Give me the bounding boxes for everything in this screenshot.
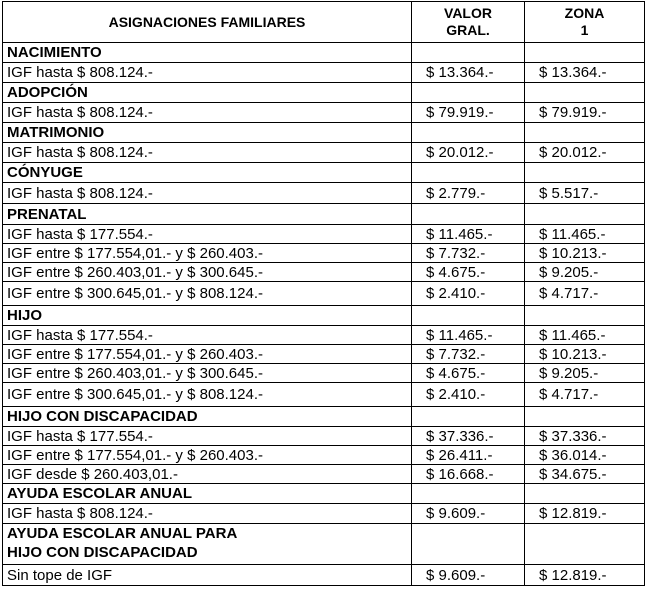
section-title: HIJO bbox=[3, 306, 412, 326]
row-label: IGF entre $ 177.554,01.- y $ 260.403.- bbox=[3, 446, 412, 465]
row-label: IGF hasta $ 808.124.- bbox=[3, 103, 412, 123]
row-zona-1: $ 12.819.- bbox=[525, 565, 645, 586]
row-label: IGF desde $ 260.403,01.- bbox=[3, 465, 412, 484]
row-valor-gral: $ 11.465.- bbox=[412, 225, 525, 244]
row-zona-1: $ 5.517.- bbox=[525, 183, 645, 204]
table-row bbox=[3, 263, 645, 282]
row-label: IGF hasta $ 808.124.- bbox=[3, 63, 412, 83]
table-row bbox=[3, 326, 645, 345]
row-zona-1: $ 79.919.- bbox=[525, 103, 645, 123]
row-label: IGF entre $ 260.403,01.- y $ 300.645.- bbox=[3, 364, 412, 383]
row-zona-1: $ 10.213.- bbox=[525, 244, 645, 263]
row-zona-1: $ 13.364.- bbox=[525, 63, 645, 83]
section-row-prenatal bbox=[3, 204, 645, 225]
row-zona-1: $ 9.205.- bbox=[525, 263, 645, 282]
row-zona-1: $ 34.675.- bbox=[525, 465, 645, 484]
section-title: MATRIMONIO bbox=[3, 123, 412, 143]
table-row bbox=[3, 244, 645, 263]
row-valor-gral: $ 2.779.- bbox=[412, 183, 525, 204]
section-row-conyuge bbox=[3, 163, 645, 183]
table-row bbox=[3, 465, 645, 484]
row-zona-1: $ 11.465.- bbox=[525, 326, 645, 345]
section-row-ayuda-escolar-anual bbox=[3, 484, 645, 504]
table-row bbox=[3, 143, 645, 163]
row-valor-gral: $ 9.609.- bbox=[412, 565, 525, 586]
row-valor-gral: $ 13.364.- bbox=[412, 63, 525, 83]
row-zona-1: $ 36.014.- bbox=[525, 446, 645, 465]
row-valor-gral: $ 9.609.- bbox=[412, 504, 525, 524]
asignaciones-table bbox=[2, 1, 645, 586]
section-title: CÓNYUGE bbox=[3, 163, 412, 183]
table-row bbox=[3, 183, 645, 204]
row-label: IGF hasta $ 177.554.- bbox=[3, 427, 412, 446]
row-valor-gral: $ 11.465.- bbox=[412, 326, 525, 345]
section-row-hijo-con-discapacidad bbox=[3, 407, 645, 427]
row-valor-gral: $ 37.336.- bbox=[412, 427, 525, 446]
row-label: IGF hasta $ 177.554.- bbox=[3, 326, 412, 345]
row-label: IGF entre $ 177.554,01.- y $ 260.403.- bbox=[3, 244, 412, 263]
header-asignaciones: ASIGNACIONES FAMILIARES bbox=[3, 2, 412, 43]
row-zona-1: $ 37.336.- bbox=[525, 427, 645, 446]
row-valor-gral: $ 2.410.- bbox=[412, 282, 525, 306]
header-zona-1: ZONA 1 bbox=[525, 2, 645, 43]
row-zona-1: $ 11.465.- bbox=[525, 225, 645, 244]
row-valor-gral: $ 26.411.- bbox=[412, 446, 525, 465]
section-row-hijo bbox=[3, 306, 645, 326]
table-row bbox=[3, 565, 645, 586]
section-title: PRENATAL bbox=[3, 204, 412, 225]
row-valor-gral: $ 2.410.- bbox=[412, 383, 525, 407]
row-label: IGF entre $ 177.554,01.- y $ 260.403.- bbox=[3, 345, 412, 364]
row-valor-gral: $ 4.675.- bbox=[412, 263, 525, 282]
section-title: NACIMIENTO bbox=[3, 43, 412, 63]
table-row bbox=[3, 345, 645, 364]
row-valor-gral: $ 4.675.- bbox=[412, 364, 525, 383]
row-zona-1: $ 20.012.- bbox=[525, 143, 645, 163]
row-label: IGF hasta $ 808.124.- bbox=[3, 183, 412, 204]
row-label: IGF hasta $ 808.124.- bbox=[3, 143, 412, 163]
section-row-ayuda-escolar-discapacidad bbox=[3, 524, 645, 565]
table-row bbox=[3, 383, 645, 407]
section-title: AYUDA ESCOLAR ANUAL bbox=[3, 484, 412, 504]
section-row-matrimonio bbox=[3, 123, 645, 143]
table-row bbox=[3, 427, 645, 446]
row-label: IGF hasta $ 808.124.- bbox=[3, 504, 412, 524]
row-label: IGF entre $ 300.645,01.- y $ 808.124.- bbox=[3, 383, 412, 407]
table-row bbox=[3, 364, 645, 383]
row-valor-gral: $ 79.919.- bbox=[412, 103, 525, 123]
section-row-nacimiento bbox=[3, 43, 645, 63]
row-zona-1: $ 4.717.- bbox=[525, 383, 645, 407]
table-row bbox=[3, 103, 645, 123]
row-valor-gral: $ 7.732.- bbox=[412, 345, 525, 364]
row-label: IGF entre $ 300.645,01.- y $ 808.124.- bbox=[3, 282, 412, 306]
table-header-row bbox=[3, 2, 645, 43]
row-valor-gral: $ 7.732.- bbox=[412, 244, 525, 263]
section-title: ADOPCIÓN bbox=[3, 83, 412, 103]
row-zona-1: $ 4.717.- bbox=[525, 282, 645, 306]
section-row-adopcion bbox=[3, 83, 645, 103]
table-row bbox=[3, 504, 645, 524]
table-row bbox=[3, 282, 645, 306]
section-title: AYUDA ESCOLAR ANUAL PARA HIJO CON DISCAPACIDAD bbox=[3, 524, 412, 565]
row-zona-1: $ 12.819.- bbox=[525, 504, 645, 524]
header-valor-gral: VALOR GRAL. bbox=[412, 2, 525, 43]
row-label: IGF entre $ 260.403,01.- y $ 300.645.- bbox=[3, 263, 412, 282]
row-valor-gral: $ 16.668.- bbox=[412, 465, 525, 484]
section-title: HIJO CON DISCAPACIDAD bbox=[3, 407, 412, 427]
row-zona-1: $ 10.213.- bbox=[525, 345, 645, 364]
row-valor-gral: $ 20.012.- bbox=[412, 143, 525, 163]
row-zona-1: $ 9.205.- bbox=[525, 364, 645, 383]
table-row bbox=[3, 63, 645, 83]
table-row bbox=[3, 446, 645, 465]
row-label: IGF hasta $ 177.554.- bbox=[3, 225, 412, 244]
table-row bbox=[3, 225, 645, 244]
row-label: Sin tope de IGF bbox=[3, 565, 412, 586]
